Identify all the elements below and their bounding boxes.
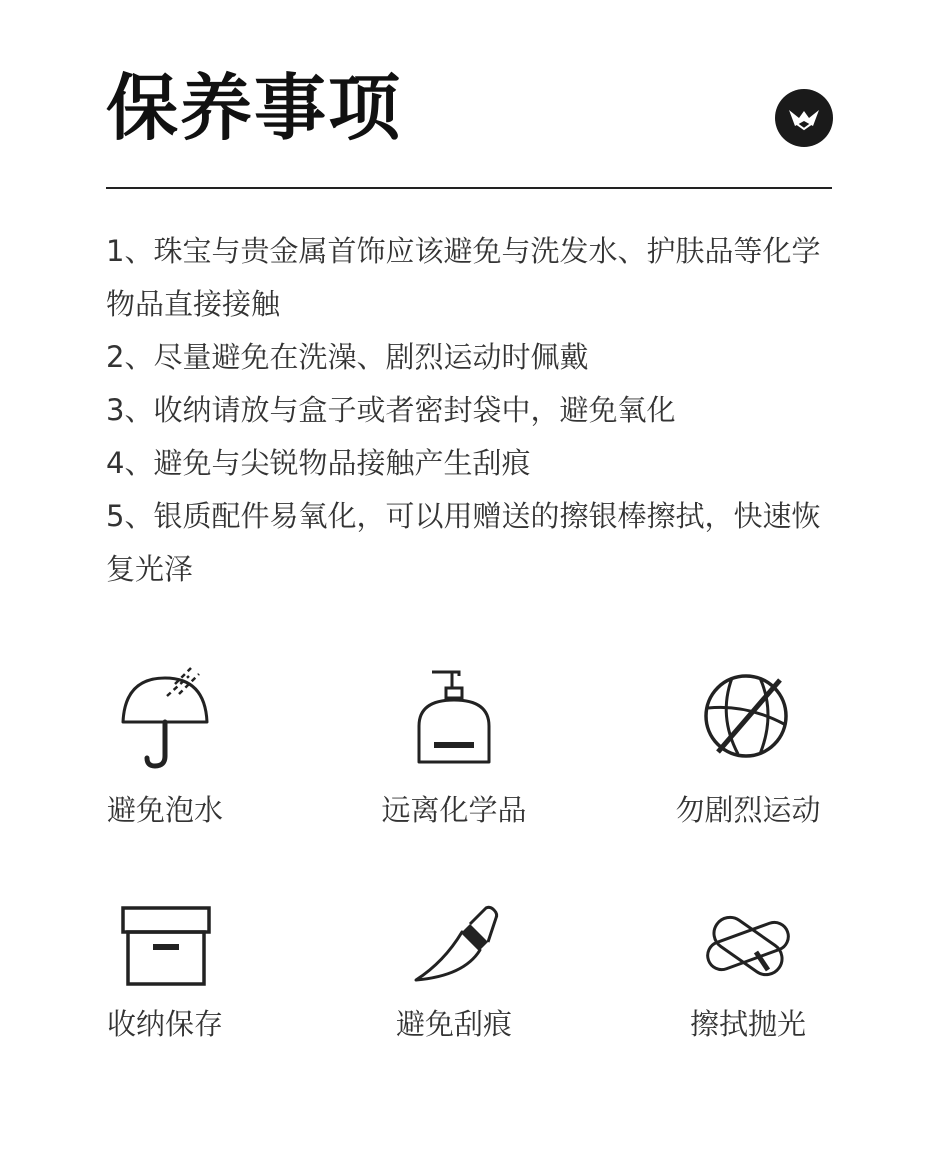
care-label-avoid-water: 避免泡水 [106, 793, 223, 827]
care-label-polish: 擦拭抛光 [689, 1007, 806, 1041]
care-note-1: 1、珠宝与贵金属首饰应该避免与洗发水、护肤品等化学物品直接接触 [106, 234, 821, 321]
care-label-storage: 收纳保存 [106, 1007, 223, 1041]
no-sports-ball-icon [698, 664, 798, 774]
care-label-avoid-scratches: 避免刮痕 [395, 1007, 512, 1041]
umbrella-icon [115, 664, 215, 774]
care-notes-list [106, 225, 832, 596]
care-label-avoid-chemicals: 远离化学品 [381, 793, 527, 827]
care-item-avoid-chemicals [374, 664, 534, 830]
storage-box-icon [115, 900, 215, 992]
care-label-no-sports: 勿剧烈运动 [675, 793, 821, 827]
care-note-5: 5、银质配件易氧化，可以用赠送的擦银棒擦拭，快速恢复光泽 [106, 499, 821, 586]
care-note-4: 4、避免与尖锐物品接触产生刮痕 [106, 446, 531, 480]
care-note-3: 3、收纳请放与盒子或者密封袋中，避免氧化 [106, 393, 676, 427]
care-note-2: 2、尽量避免在洗澡、剧烈运动时佩戴 [106, 340, 589, 374]
page-title: 保养事项 [106, 66, 403, 150]
lotion-bottle-icon [404, 664, 504, 774]
title-divider [106, 187, 832, 189]
brand-logo-icon [775, 89, 833, 147]
polishing-cloth-icon [698, 900, 798, 992]
care-item-polish [668, 900, 828, 1044]
knife-icon [404, 900, 504, 992]
care-item-avoid-scratches [374, 900, 534, 1044]
care-item-no-sports [668, 664, 828, 830]
care-item-avoid-water [90, 664, 240, 830]
care-item-storage [90, 900, 240, 1044]
